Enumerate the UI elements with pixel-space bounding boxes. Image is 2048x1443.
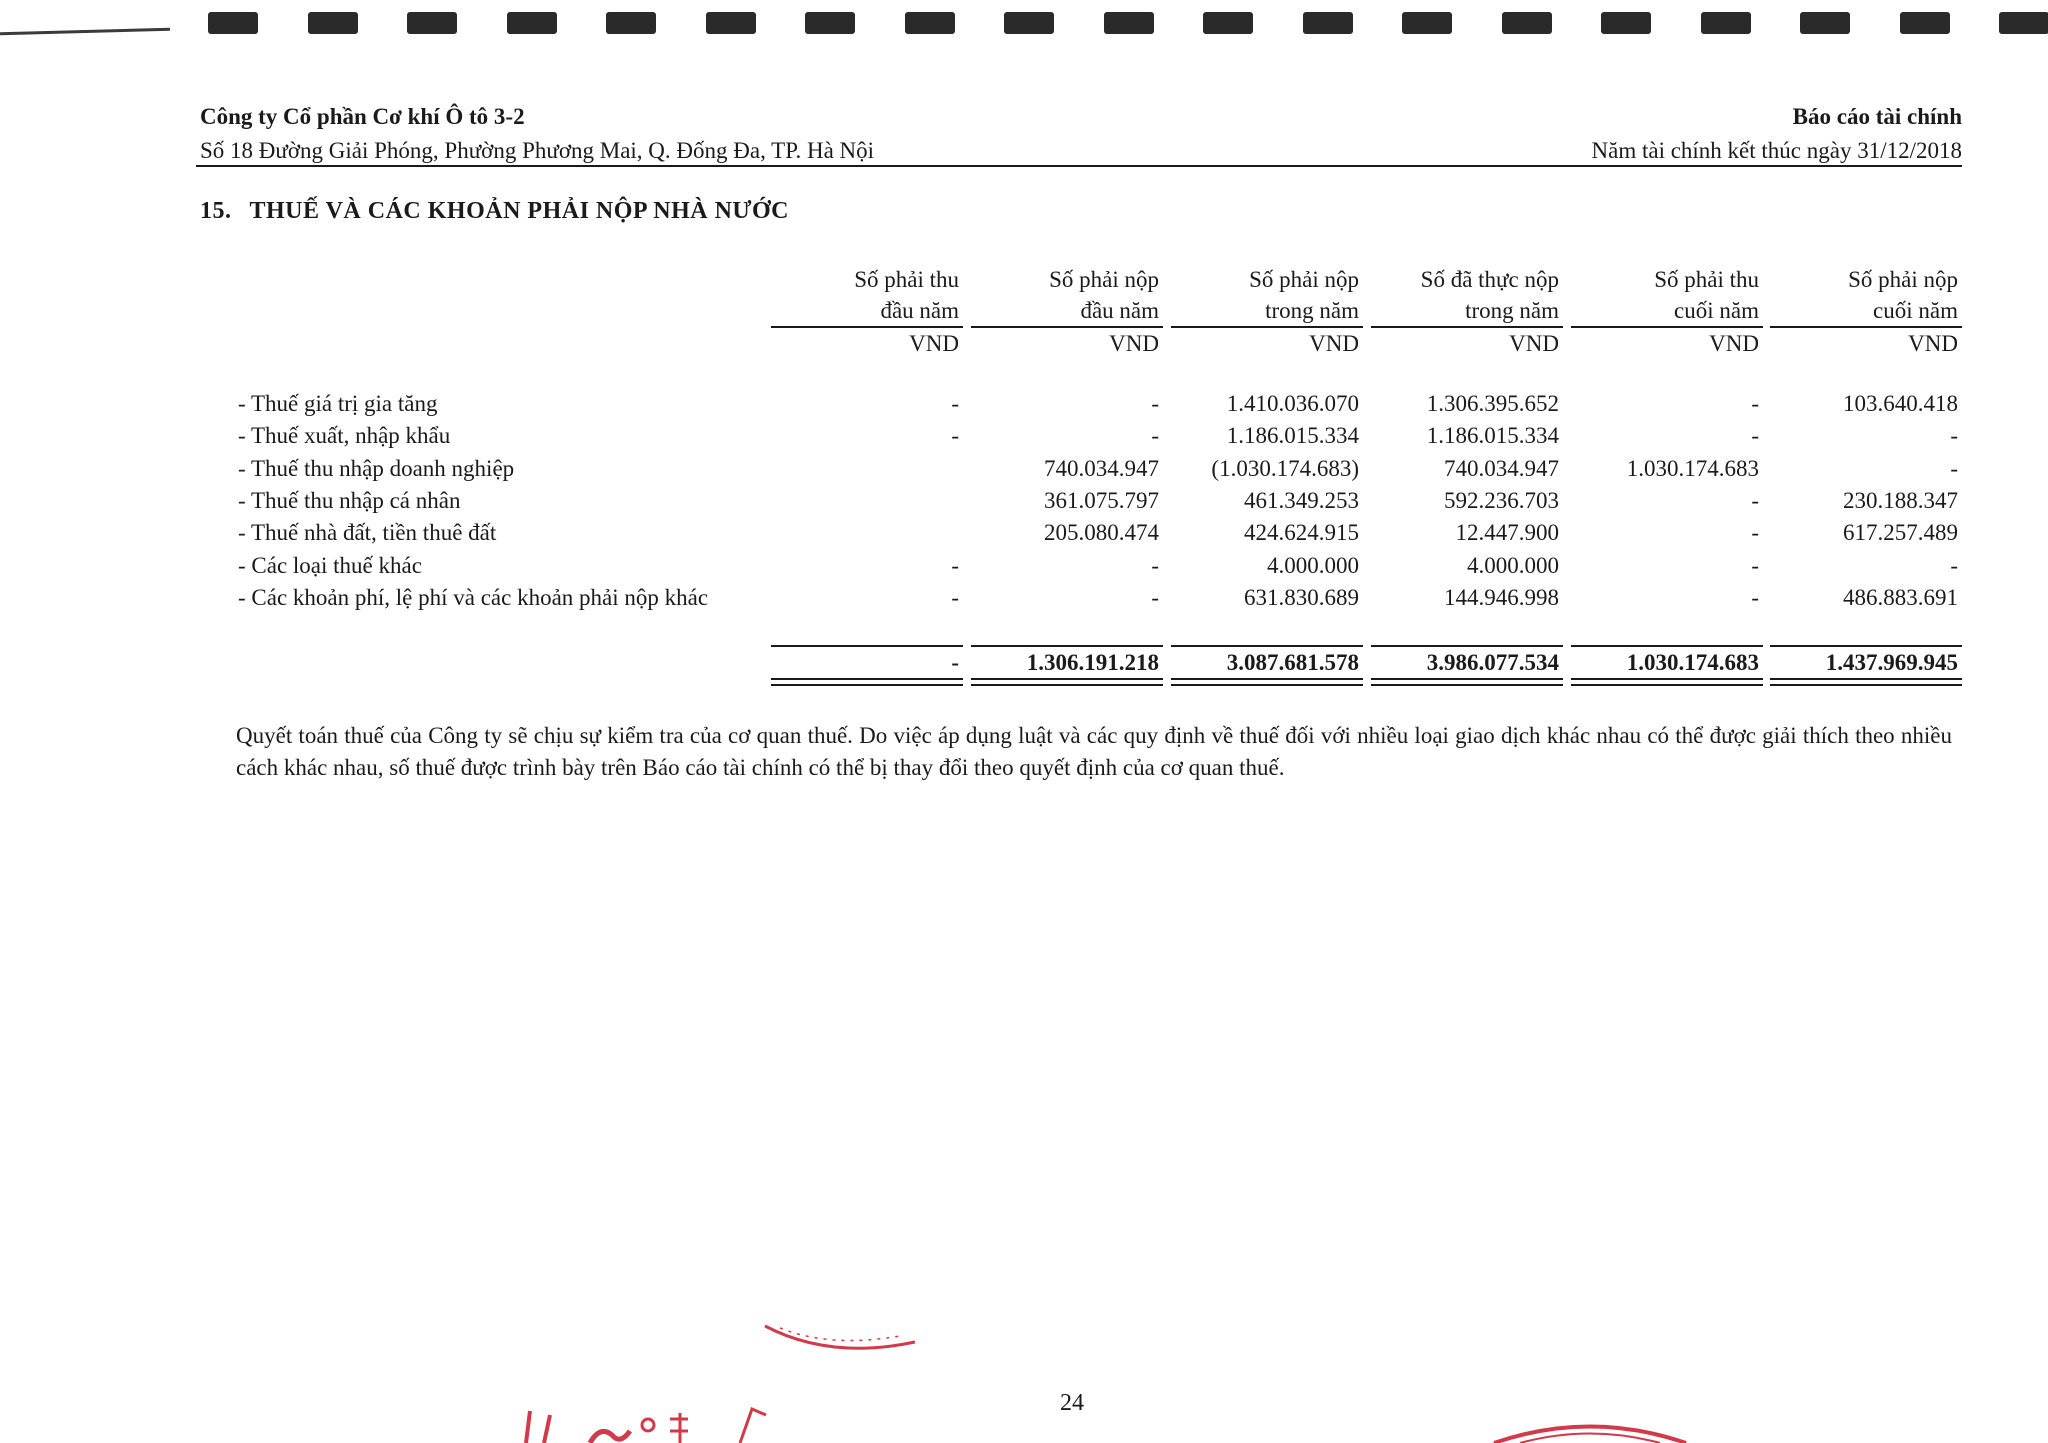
total-cell: 3.986.077.534	[1426, 650, 1559, 675]
table-cell: -	[1751, 423, 1759, 449]
table-cell: 631.830.689	[1244, 584, 1359, 610]
row-label: - Thuế thu nhập cá nhân	[238, 487, 461, 513]
total-rule-top	[1571, 645, 1763, 647]
binding-hole-icon	[1502, 12, 1552, 34]
column-header-line1: Số phải thu	[1654, 267, 1759, 292]
column-unit: VND	[1309, 331, 1359, 356]
page-header	[200, 100, 1962, 168]
total-rule-bottom	[1171, 678, 1363, 680]
stamp-fragment-right-icon	[1490, 1420, 1690, 1443]
binding-edge	[0, 28, 170, 35]
column-header-line1: Số phải thu	[854, 267, 959, 292]
total-rule-bottom-double	[1171, 684, 1363, 686]
table-cell: -	[1751, 487, 1759, 513]
column-unit: VND	[1109, 331, 1159, 356]
binding-hole-icon	[1104, 12, 1154, 34]
section-number: 15.	[200, 198, 232, 224]
table-cell: 1.186.015.334	[1426, 423, 1559, 449]
total-rule-top	[971, 645, 1163, 647]
binding-hole-icon	[606, 12, 656, 34]
total-rule-bottom	[971, 678, 1163, 680]
table-cell: 144.946.998	[1444, 584, 1559, 610]
column-header	[771, 264, 963, 328]
fiscal-year: Năm tài chính kết thúc ngày 31/12/2018	[1591, 138, 1962, 163]
row-label: - Thuế giá trị gia tăng	[238, 391, 438, 416]
column-header-line2: đầu năm	[880, 298, 959, 323]
binding-hole-icon	[805, 12, 855, 34]
column-unit: VND	[1509, 331, 1559, 356]
table-cell: 617.257.489	[1843, 520, 1958, 546]
row-label: - Thuế thu nhập doanh nghiệp	[238, 455, 515, 481]
total-rule-bottom-double	[771, 684, 963, 686]
total-cell: 3.087.681.578	[1226, 650, 1359, 675]
column-header	[1770, 264, 1962, 328]
total-rule-bottom	[771, 678, 963, 680]
stamp-fragment-top-icon	[760, 1320, 920, 1360]
total-rule-bottom-double	[971, 684, 1163, 686]
column-header-line2: cuối năm	[1674, 298, 1759, 323]
binding-strip	[0, 0, 2048, 60]
total-rule-top	[1171, 645, 1363, 647]
total-rule-bottom	[1371, 678, 1563, 680]
company-name: Công ty Cổ phần Cơ khí Ô tô 3-2	[200, 104, 525, 129]
total-cell: 1.306.191.218	[1026, 650, 1159, 675]
column-header-line1: Số phải nộp	[1049, 267, 1159, 292]
binding-hole-icon	[1701, 12, 1751, 34]
note-paragraph: Quyết toán thuế của Công ty sẽ chịu sự kiểm tra của cơ quan thuế. Do việc áp dụng luật và các quy định về thuế đối với nhiều loại giao dịch khác nhau có thể được giải thích theo nhiều cách khác nhau, số thuế được trình bày trên Báo cáo tài chính có thể bị thay đổi theo quyết định của cơ quan thuế.	[236, 723, 1952, 780]
table-cell: -	[951, 391, 959, 416]
column-header-line2: cuối năm	[1873, 298, 1958, 323]
total-cell: 1.030.174.683	[1626, 650, 1759, 675]
table-cell: 12.447.900	[1455, 520, 1559, 546]
table-cell: 1.306.395.652	[1426, 391, 1559, 416]
total-rule-bottom	[1770, 678, 1962, 680]
table-cell: -	[1151, 391, 1159, 416]
column-unit: VND	[1709, 331, 1759, 356]
company-address: Số 18 Đường Giải Phóng, Phường Phương Mai, Q. Đống Đa, TP. Hà Nội	[200, 138, 875, 163]
binding-hole-icon	[1004, 12, 1054, 34]
section-title	[200, 198, 789, 225]
binding-hole-icon	[905, 12, 955, 34]
column-header-line1: Số đã thực nộp	[1420, 267, 1559, 292]
stamp-fragment-left-icon	[520, 1405, 780, 1443]
table-cell: 361.075.797	[1044, 487, 1159, 513]
table-cell: 4.000.000	[1467, 552, 1559, 578]
table-cell: -	[1151, 423, 1159, 449]
total-cell: -	[951, 650, 959, 675]
table-cell: -	[951, 552, 959, 578]
binding-hole-icon	[507, 12, 557, 34]
table-cell: -	[1751, 520, 1759, 546]
table-cell: 103.640.418	[1843, 391, 1958, 416]
total-rule-bottom-double	[1571, 684, 1763, 686]
table-cell: 230.188.347	[1843, 487, 1958, 513]
table-cell: 486.883.691	[1843, 584, 1958, 610]
binding-hole-icon	[1203, 12, 1253, 34]
column-header	[1571, 264, 1763, 328]
total-rule-top	[1371, 645, 1563, 647]
column-header-line1: Số phải nộp	[1848, 267, 1958, 292]
binding-hole-icon	[208, 12, 258, 34]
binding-hole-icon	[1900, 12, 1950, 34]
table-cell: -	[1950, 455, 1958, 481]
total-rule-bottom-double	[1371, 684, 1563, 686]
table-cell: (1.030.174.683)	[1211, 455, 1359, 481]
row-label: - Các khoản phí, lệ phí và các khoản phải nộp khác	[238, 584, 709, 610]
binding-hole-icon	[706, 12, 756, 34]
column-header-line2: đầu năm	[1080, 298, 1159, 323]
report-title: Báo cáo tài chính	[1792, 104, 1962, 129]
total-rule-top	[771, 645, 963, 647]
binding-hole-icon	[1800, 12, 1850, 34]
column-header-line1: Số phải nộp	[1249, 267, 1359, 292]
section-heading: THUẾ VÀ CÁC KHOẢN PHẢI NỘP NHÀ NƯỚC	[249, 198, 790, 224]
table-cell: -	[1751, 391, 1759, 416]
column-header-line2: trong năm	[1465, 298, 1559, 323]
row-label: - Các loại thuế khác	[238, 552, 422, 578]
table-cell: -	[951, 423, 959, 449]
table-cell: 205.080.474	[1044, 520, 1159, 546]
binding-hole-icon	[308, 12, 358, 34]
column-header	[971, 264, 1163, 328]
binding-hole-icon	[1402, 12, 1452, 34]
binding-hole-icon	[1601, 12, 1651, 34]
table-cell: -	[1751, 584, 1759, 610]
page-number: 24	[1060, 1390, 1084, 1416]
table-cell: 1.030.174.683	[1626, 455, 1759, 481]
table-cell: 461.349.253	[1244, 487, 1359, 513]
column-header-line2: trong năm	[1265, 298, 1359, 323]
table-cell: 740.034.947	[1444, 455, 1559, 481]
total-rule-bottom	[1571, 678, 1763, 680]
table-cell: -	[1950, 423, 1958, 449]
row-label: - Thuế xuất, nhập khẩu	[238, 423, 451, 449]
table-cell: 1.410.036.070	[1226, 391, 1359, 416]
table-cell: -	[1151, 584, 1159, 610]
binding-hole-icon	[1999, 12, 2048, 34]
table-cell: 740.034.947	[1044, 455, 1159, 481]
binding-hole-icon	[1303, 12, 1353, 34]
row-label: - Thuế nhà đất, tiền thuê đất	[238, 520, 497, 546]
column-unit: VND	[909, 331, 959, 356]
table-cell: 592.236.703	[1444, 487, 1559, 513]
table-cell: -	[1950, 552, 1958, 578]
table-cell: 1.186.015.334	[1226, 423, 1359, 449]
table-cell: 4.000.000	[1267, 552, 1359, 578]
total-cell: 1.437.969.945	[1825, 650, 1958, 675]
table-cell: -	[1751, 552, 1759, 578]
column-header	[1171, 264, 1363, 328]
total-rule-top	[1770, 645, 1962, 647]
table-cell: 424.624.915	[1244, 520, 1359, 546]
header-rule	[196, 165, 1962, 167]
total-rule-bottom-double	[1770, 684, 1962, 686]
table-cell: -	[1151, 552, 1159, 578]
table-cell: -	[951, 584, 959, 610]
binding-hole-icon	[407, 12, 457, 34]
column-unit: VND	[1908, 331, 1958, 356]
column-header	[1371, 264, 1563, 328]
